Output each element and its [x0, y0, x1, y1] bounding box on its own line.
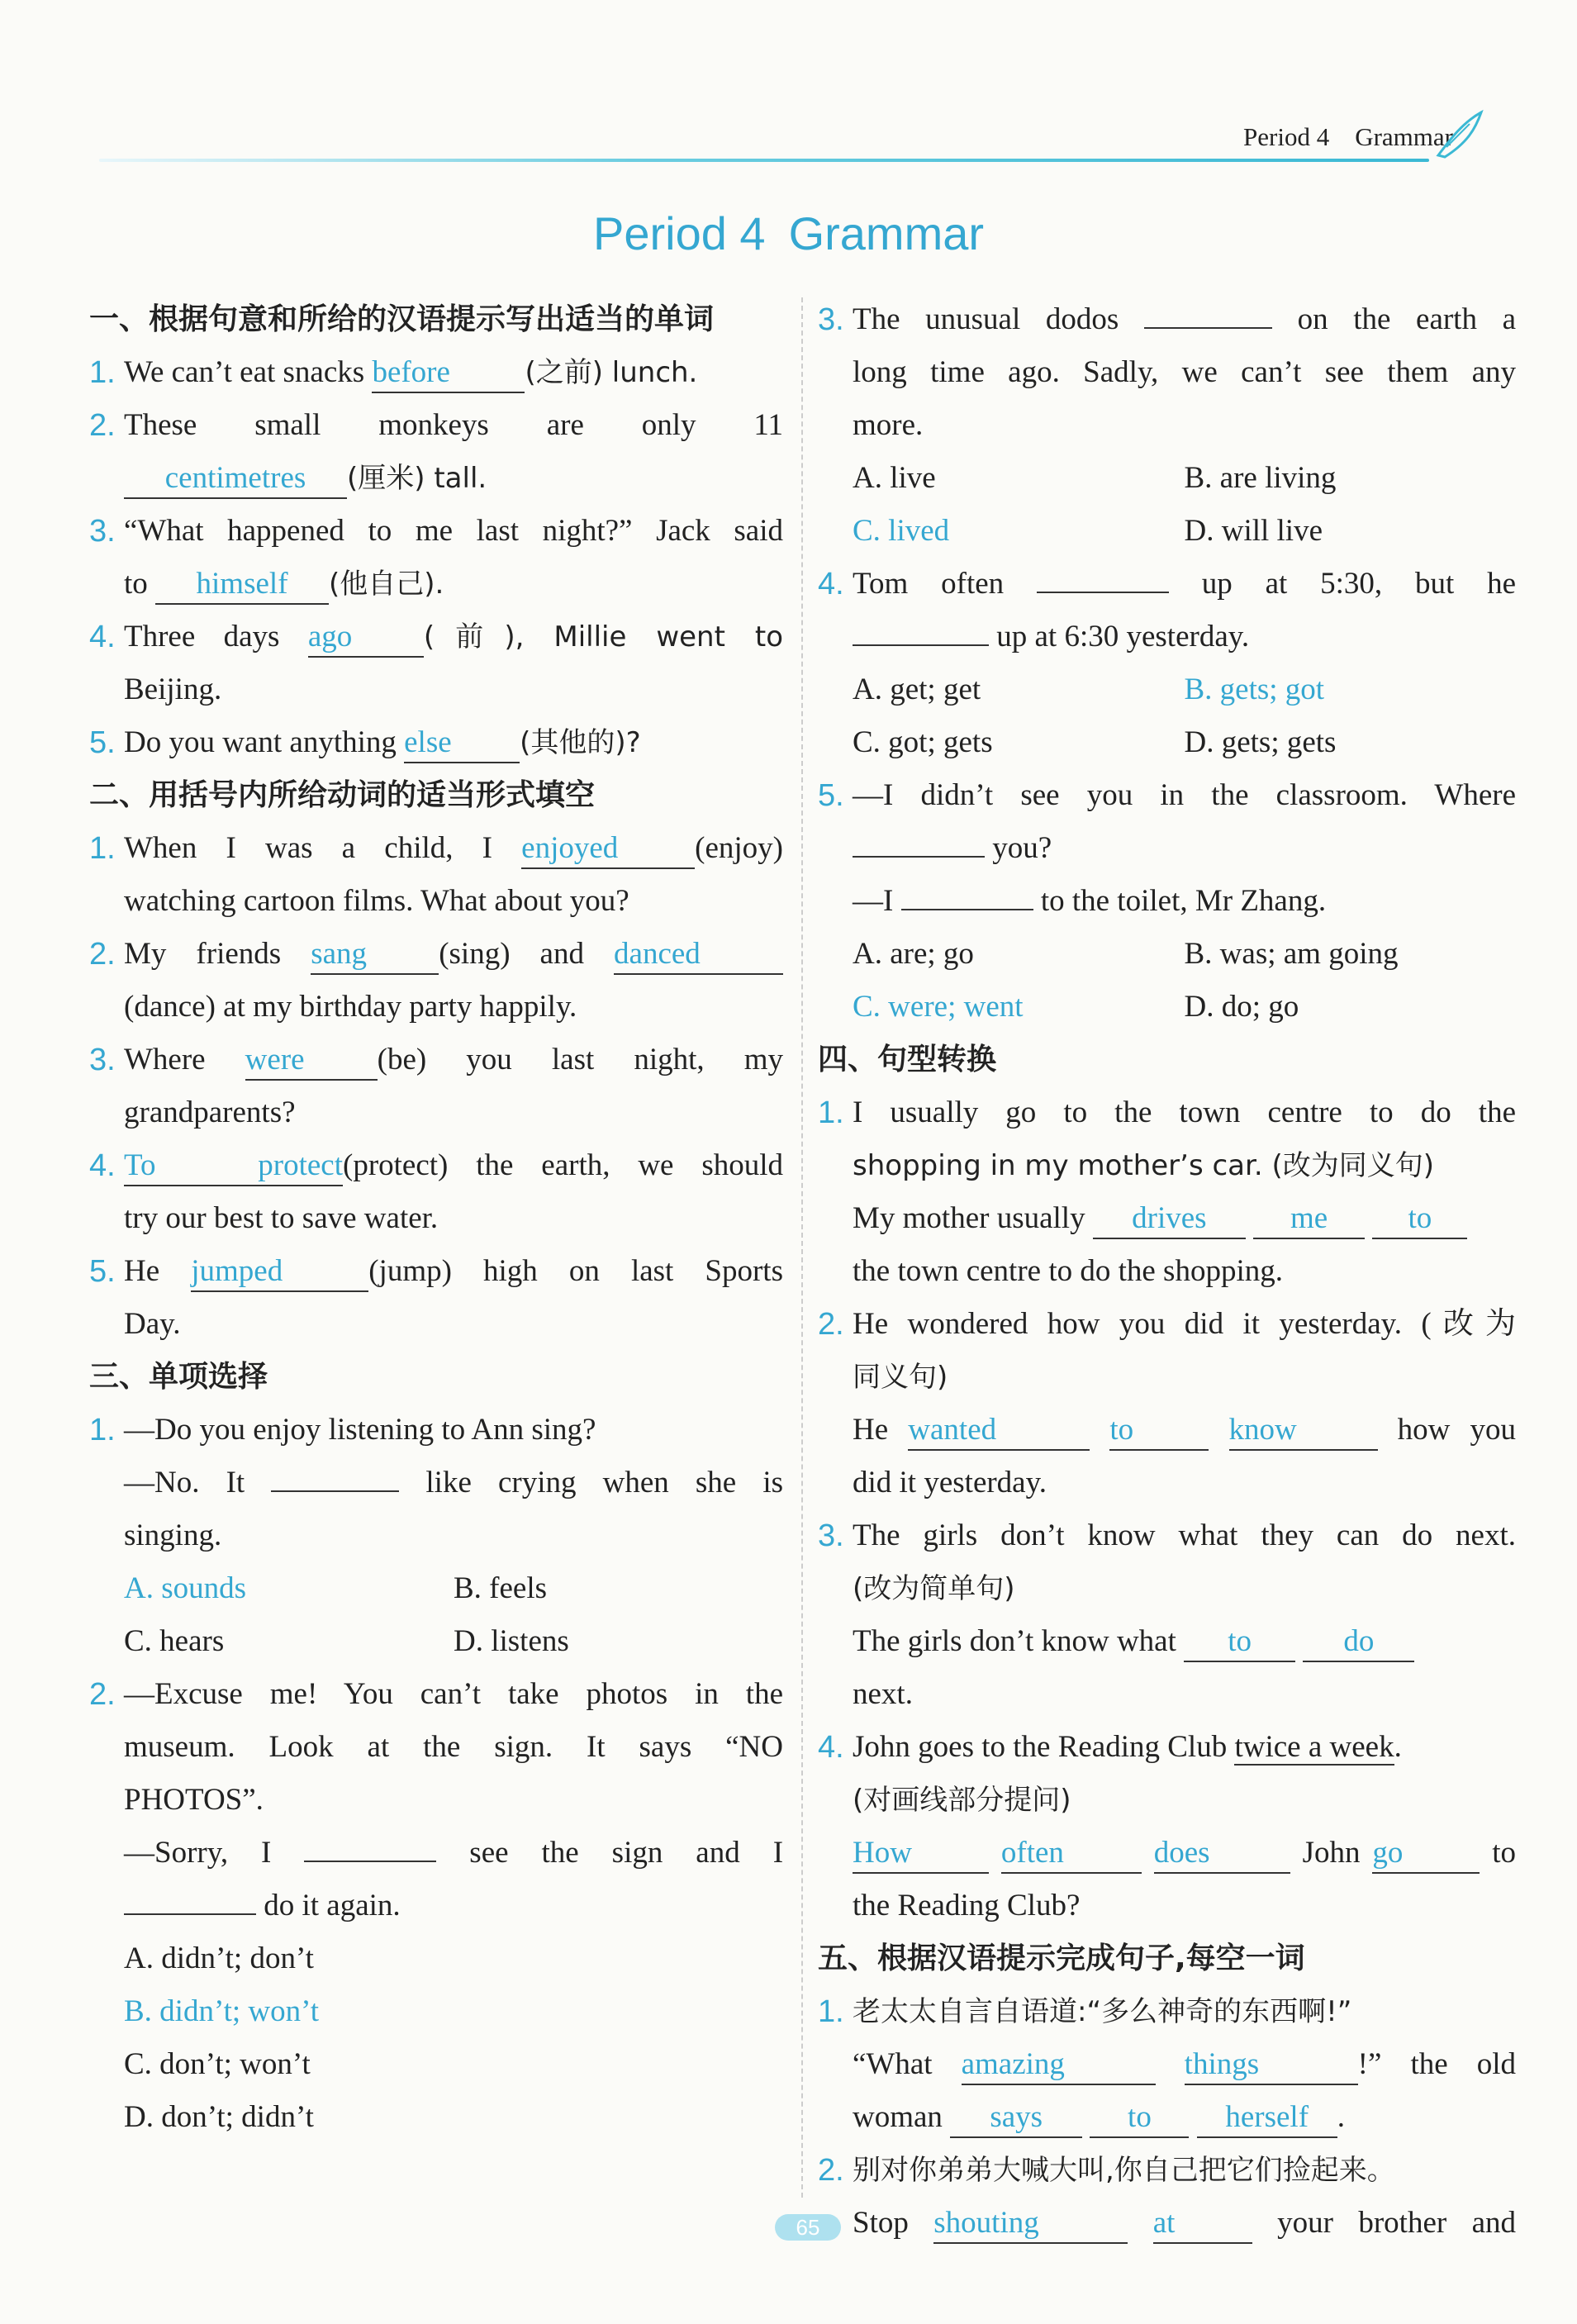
s5-question-1	[818, 1985, 1516, 2038]
question-number: 2.	[89, 408, 116, 443]
option-d[interactable]: D. gets; gets	[1184, 725, 1337, 759]
s1-question-4	[89, 611, 783, 663]
question-text: 别对你弟弟大喊大叫,你自己把它们捡起来。	[853, 2154, 1395, 2187]
question-text: He	[124, 1254, 160, 1288]
question-text: up at 6:30 yesterday.	[996, 620, 1250, 653]
question-text: He wondered how you did it yesterday. (改为	[853, 1307, 1516, 1341]
answer-blank[interactable]: do	[1303, 1623, 1414, 1662]
question-text: (对画线部分提问)	[853, 1784, 1071, 1817]
question-text: (前), Millie went to	[423, 620, 783, 653]
answer-blank[interactable]: to	[1184, 1623, 1295, 1662]
options-row	[818, 928, 1516, 981]
question-number: 2.	[89, 1677, 116, 1712]
question-text: —Excuse me! You can’t take photos in the	[124, 1677, 783, 1711]
section-4-heading: 四、句型转换	[818, 1043, 997, 1076]
question-text: Three days	[124, 620, 280, 653]
question-text: John	[1302, 1836, 1361, 1870]
answer-blank[interactable]: were	[245, 1041, 378, 1081]
question-number: 1.	[89, 1413, 116, 1447]
answer-blank[interactable]: to	[1109, 1411, 1209, 1451]
question-number: 3.	[89, 514, 116, 549]
header-rule	[99, 159, 1429, 162]
question-text: !” the old	[1357, 2047, 1517, 2081]
question-number: 3.	[818, 1518, 844, 1553]
left-column	[89, 293, 783, 2144]
underlined-phrase: twice a week	[1234, 1730, 1394, 1764]
s2-question-3	[89, 1034, 783, 1086]
option-b-selected[interactable]: B. didn’t; won’t	[124, 1994, 320, 2028]
option-c[interactable]: C. don’t; won’t	[124, 2047, 311, 2081]
answer-blank[interactable]: drives	[1093, 1200, 1246, 1239]
question-text: —No. It	[124, 1466, 245, 1499]
question-text: grandparents?	[124, 1095, 296, 1129]
question-text: (jump) high on last Sports	[368, 1254, 783, 1288]
question-text: These small monkeys are only 11	[124, 408, 783, 442]
question-text: up at 5:30, but he	[1201, 567, 1517, 601]
question-text: Do you want anything	[124, 725, 397, 759]
answer-blank[interactable]: know	[1229, 1411, 1378, 1451]
question-text: shopping in my mother’s car. (改为同义句)	[853, 1149, 1435, 1182]
question-text: woman	[853, 2100, 943, 2134]
answer-blank[interactable]: often	[1001, 1834, 1142, 1874]
answer-blank[interactable]	[1144, 327, 1272, 329]
question-text: John goes to the Reading Club	[853, 1730, 1228, 1764]
question-text: the Reading Club?	[853, 1889, 1081, 1922]
answer-blank[interactable]: to	[1090, 2098, 1189, 2138]
question-text: to	[124, 567, 148, 601]
s3-question-2	[89, 1668, 783, 1721]
option-b-selected[interactable]: B. gets; got	[1184, 672, 1325, 706]
answer-blank[interactable]: amazing	[962, 2046, 1156, 2085]
s2-question-5	[89, 1245, 783, 1298]
answer-blank[interactable]	[271, 1490, 399, 1492]
answer-blank[interactable]	[304, 1861, 436, 1862]
answer-blank[interactable]: jumped	[191, 1252, 368, 1292]
answer-blank[interactable]: enjoyed	[521, 829, 695, 869]
question-text: see the sign and I	[469, 1836, 784, 1870]
question-text: singing.	[124, 1518, 222, 1552]
options-row	[818, 981, 1516, 1034]
answer-blank[interactable]: me	[1253, 1200, 1365, 1239]
s4-question-1	[818, 1086, 1516, 1139]
question-text: The girls don’t know what	[853, 1624, 1176, 1658]
page-title	[0, 207, 1577, 260]
option-b[interactable]: B. feels	[454, 1571, 548, 1605]
question-text: (改为简单句)	[853, 1572, 1015, 1605]
s2-question-1	[89, 822, 783, 875]
question-text: (sing) and	[439, 937, 584, 971]
option-d[interactable]: D. do; go	[1184, 990, 1299, 1024]
option-c-selected[interactable]: C. were; went	[853, 990, 1024, 1024]
page-number: 65	[775, 2214, 841, 2241]
question-number: 1.	[818, 1095, 844, 1130]
question-text: how you	[1397, 1413, 1516, 1447]
s1-question-1	[89, 346, 783, 399]
option-c-selected[interactable]: C. lived	[853, 514, 950, 548]
option-a[interactable]: A. are; go	[853, 937, 974, 971]
question-text: watching cartoon films. What about you?	[124, 884, 629, 918]
question-text: (之前) lunch.	[525, 356, 698, 389]
question-text: (其他的)?	[520, 726, 641, 759]
question-text: to	[1492, 1836, 1517, 1870]
options-row	[89, 1562, 783, 1615]
option-d[interactable]: D. don’t; didn’t	[124, 2100, 314, 2134]
question-text: He	[853, 1413, 889, 1447]
answer-blank[interactable]	[901, 909, 1033, 910]
answer-blank[interactable]	[1037, 592, 1169, 593]
question-text: (他自己).	[329, 568, 444, 601]
running-header: Period 4 Grammar	[1243, 122, 1453, 151]
question-number: 1.	[89, 831, 116, 866]
answer-blank[interactable]: To protect	[124, 1147, 343, 1186]
question-text: “What	[853, 2047, 933, 2081]
s4-question-2	[818, 1298, 1516, 1351]
question-text: “What happened to me last night?” Jack said	[124, 514, 783, 548]
question-number: 5.	[89, 1254, 116, 1289]
question-text: Tom often	[853, 567, 1005, 601]
question-number: 2.	[818, 2153, 844, 2188]
question-number: 4.	[818, 1730, 844, 1765]
answer-blank[interactable]: How	[853, 1834, 989, 1874]
option-d[interactable]: D. will live	[1184, 514, 1323, 548]
section-5-heading: 五、根据汉语提示完成句子,每空一词	[818, 1941, 1305, 1975]
options-row	[818, 663, 1516, 716]
question-text: (厘米) tall.	[347, 462, 487, 495]
s5-question-2	[818, 2144, 1516, 2197]
question-number: 1.	[818, 1994, 844, 2029]
section-2-heading: 二、用括号内所给动词的适当形式填空	[89, 778, 596, 812]
answer-blank[interactable]: to	[1372, 1200, 1467, 1239]
question-text: —Do you enjoy listening to Ann sing?	[124, 1413, 596, 1447]
s2-question-4	[89, 1139, 783, 1192]
question-text: 同义句)	[853, 1361, 948, 1394]
question-text: Where	[124, 1043, 206, 1076]
option-d[interactable]: D. listens	[454, 1624, 569, 1658]
question-text: your brother and	[1277, 2206, 1517, 2240]
question-text: do it again.	[264, 1889, 401, 1922]
question-text: more.	[853, 408, 924, 442]
s1-question-2	[89, 399, 783, 452]
option-a-selected[interactable]: A. sounds	[124, 1571, 247, 1605]
column-divider	[801, 297, 803, 2198]
option-b[interactable]: B. are living	[1184, 461, 1337, 495]
question-number: 5.	[89, 725, 116, 760]
question-number: 3.	[818, 302, 844, 337]
question-text: —I	[853, 884, 894, 918]
answer-blank[interactable]: says	[950, 2098, 1082, 2138]
question-text: (dance) at my birthday party happily.	[124, 990, 577, 1024]
question-number: 4.	[818, 567, 844, 601]
question-text: Day.	[124, 1307, 181, 1341]
answer-blank[interactable]	[124, 1913, 256, 1915]
question-number: 4.	[89, 620, 116, 654]
answer-blank[interactable]: herself	[1197, 2098, 1337, 2138]
question-text: (be) you last night, my	[377, 1043, 783, 1076]
question-text: did it yesterday.	[853, 1466, 1047, 1499]
answer-blank[interactable]: before	[372, 354, 525, 393]
answer-blank[interactable]: things	[1185, 2046, 1358, 2085]
question-number: 5.	[818, 778, 844, 813]
s1-question-5	[89, 716, 783, 769]
question-text: 老太太自言自语道:“多么神奇的东西啊!”	[853, 1995, 1352, 2028]
question-text: .	[1337, 2100, 1345, 2134]
question-text: .	[1394, 1730, 1402, 1764]
answer-blank[interactable]: shouting	[933, 2204, 1128, 2244]
question-number: 1.	[89, 355, 116, 390]
question-text: (protect) the earth, we should	[343, 1148, 783, 1182]
question-text: I usually go to the town centre to do the	[853, 1095, 1516, 1129]
answer-blank[interactable]: wanted	[908, 1411, 1090, 1451]
question-text: Stop	[853, 2206, 909, 2240]
s3-question-4	[818, 558, 1516, 611]
section-1-heading: 一、根据句意和所给的汉语提示写出适当的单词	[89, 302, 715, 336]
answer-blank[interactable]: else	[404, 724, 520, 763]
option-a[interactable]: A. didn’t; don’t	[124, 1941, 314, 1975]
answer-blank[interactable]: danced	[614, 935, 783, 975]
option-c[interactable]: C. got; gets	[853, 725, 993, 759]
s2-question-2	[89, 928, 783, 981]
answer-blank[interactable]: at	[1153, 2204, 1252, 2244]
section-3-heading: 三、单项选择	[89, 1360, 268, 1394]
answer-blank[interactable]: himself	[155, 565, 329, 605]
pen-nib-icon	[1430, 106, 1488, 168]
s3-question-1	[89, 1404, 783, 1457]
answer-blank[interactable]: ago	[308, 618, 424, 658]
option-a[interactable]: A. get; get	[853, 672, 981, 706]
s3-question-5	[818, 769, 1516, 822]
answer-blank[interactable]: go	[1372, 1834, 1480, 1874]
answer-blank[interactable]	[853, 644, 989, 646]
question-text: like crying when she is	[425, 1466, 783, 1499]
title-topic: Grammar	[788, 207, 985, 259]
options-row	[818, 505, 1516, 558]
question-text: to the toilet, Mr Zhang.	[1040, 884, 1327, 918]
question-text: on the earth a	[1297, 302, 1517, 336]
question-text: We can’t eat snacks	[124, 355, 365, 389]
answer-blank[interactable]: sang	[311, 935, 439, 975]
question-text: —Sorry, I	[124, 1836, 272, 1870]
title-period: Period 4	[592, 207, 766, 259]
question-text: PHOTOS”.	[124, 1783, 264, 1817]
question-text: try our best to save water.	[124, 1201, 439, 1235]
question-text: (enjoy)	[695, 831, 784, 865]
option-b[interactable]: B. was; am going	[1184, 937, 1399, 971]
question-text: My friends	[124, 937, 282, 971]
option-c[interactable]: C. hears	[124, 1624, 225, 1658]
question-text: you?	[992, 831, 1052, 865]
options-row	[818, 452, 1516, 505]
question-text: next.	[853, 1677, 913, 1711]
question-number: 3.	[89, 1043, 116, 1077]
question-text: My mother usually	[853, 1201, 1085, 1235]
s3-question-3	[818, 293, 1516, 346]
question-number: 2.	[818, 1307, 844, 1342]
question-text: The girls don’t know what they can do next.	[853, 1518, 1516, 1552]
question-text: When I was a child, I	[124, 831, 492, 865]
options-row	[89, 1615, 783, 1668]
question-text: long time ago. Sadly, we can’t see them any	[853, 355, 1516, 389]
answer-blank[interactable]: centimetres	[124, 459, 347, 499]
answer-blank[interactable]: does	[1154, 1834, 1290, 1874]
right-column	[818, 293, 1516, 2250]
question-number: 4.	[89, 1148, 116, 1183]
question-number: 2.	[89, 937, 116, 972]
s4-question-3	[818, 1509, 1516, 1562]
question-text: The unusual dodos	[853, 302, 1119, 336]
question-text: museum. Look at the sign. It says “NO	[124, 1730, 783, 1764]
question-text: the town centre to do the shopping.	[853, 1254, 1283, 1288]
option-a[interactable]: A. live	[853, 461, 936, 495]
question-text: —I didn’t see you in the classroom. Where	[853, 778, 1516, 812]
s4-question-4	[818, 1721, 1516, 1774]
answer-blank[interactable]	[853, 856, 985, 858]
options-row	[818, 716, 1516, 769]
s1-question-3	[89, 505, 783, 558]
question-text: Beijing.	[124, 672, 222, 706]
